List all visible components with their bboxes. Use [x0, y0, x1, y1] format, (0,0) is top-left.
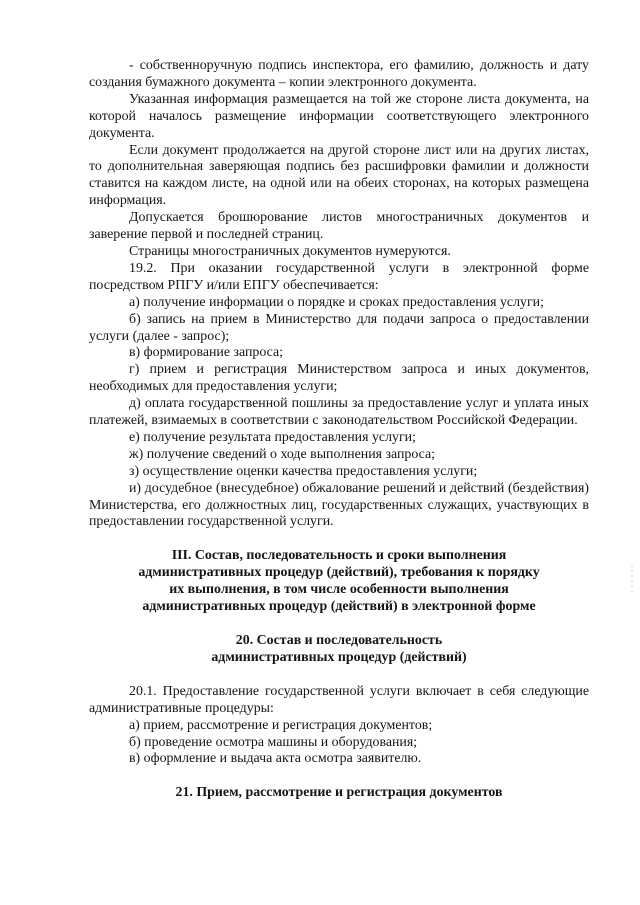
list-item: б) проведение осмотра машины и оборудования;	[129, 734, 418, 750]
section-heading-line: III. Состав, последовательность и сроки выполнения	[171, 548, 507, 564]
list-item: и) досудебное (внесудебное) обжалование решений и действий (бездействия) Министерства, его должностных лиц, государственных служащих, участвующих в предоставлении государственной услуги.	[89, 480, 589, 530]
list-item: а) прием, рассмотрение и регистрация документов;	[129, 717, 433, 733]
spacer	[89, 667, 589, 684]
subsection-21-heading: 21. Прием, рассмотрение и регистрация документов	[175, 785, 503, 801]
section-heading-line: их выполнения, в том числе особенности выполнения	[169, 582, 509, 598]
list-item: е) получение результата предоставления услуги;	[129, 429, 416, 445]
spacer	[89, 616, 589, 633]
subsection-heading-line: 20. Состав и последовательность	[235, 633, 443, 648]
list-item: з) осуществление оценки качества предоставления услуги;	[129, 463, 478, 479]
scan-artifact	[631, 565, 633, 593]
subsection-heading	[89, 633, 589, 667]
section-heading	[89, 548, 589, 616]
document-page	[89, 58, 589, 802]
section-heading-line: административных процедур (действий), требования к порядку	[138, 565, 540, 581]
list-item: г) прием и регистрация Министерством запроса и иных документов, необходимых для предоставления услуги;	[89, 362, 589, 395]
list-item: а) получение информации о порядке и сроках предоставления услуги;	[129, 294, 544, 310]
paragraph: - собственноручную подпись инспектора, его фамилию, должность и дату создания бумажного документа – копии электронного документа.	[89, 58, 589, 90]
list-item: б) запись на прием в Министерство для подачи запроса о предоставлении услуги (далее - запрос);	[89, 311, 589, 344]
section-heading-line: административных процедур (действий) в электронной форме	[142, 599, 536, 615]
spacer	[89, 531, 589, 548]
paragraph: Если документ продолжается на другой стороне лист или на других листах, то дополнительная заверяющая подпись без расшифровки фамилии и должности ставится на каждом листе, на одной или на обеих сторонах, на которых размещена информация.	[89, 142, 589, 209]
paragraph: Страницы многостраничных документов нумеруются.	[129, 243, 451, 259]
subsection-heading-line: административных процедур (действий)	[211, 649, 467, 665]
list-item: в) оформление и выдача акта осмотра заявителю.	[129, 751, 422, 767]
paragraph: 19.2. При оказании государственной услуги в электронной форме посредством РПГУ и/или ЕПГУ обеспечивается:	[89, 260, 589, 293]
list-item: д) оплата государственной пошлины за предоставление услуг и уплата иных платежей, взимаемых в соответствии с законодательством Российской Федерации.	[89, 396, 589, 429]
list-item: в) формирование запроса;	[129, 345, 283, 361]
paragraph: 20.1. Предоставление государственной услуги включает в себя следующие административные процедуры:	[89, 683, 589, 716]
paragraph: Допускается брошюрование листов многостраничных документов и заверение первой и последней страниц.	[89, 210, 589, 243]
list-item: ж) получение сведений о ходе выполнения запроса;	[129, 446, 435, 462]
spacer	[89, 768, 589, 785]
paragraph: Указанная информация размещается на той же стороне листа документа, на которой началось размещение информации соответствующего электронного документа.	[89, 91, 589, 141]
